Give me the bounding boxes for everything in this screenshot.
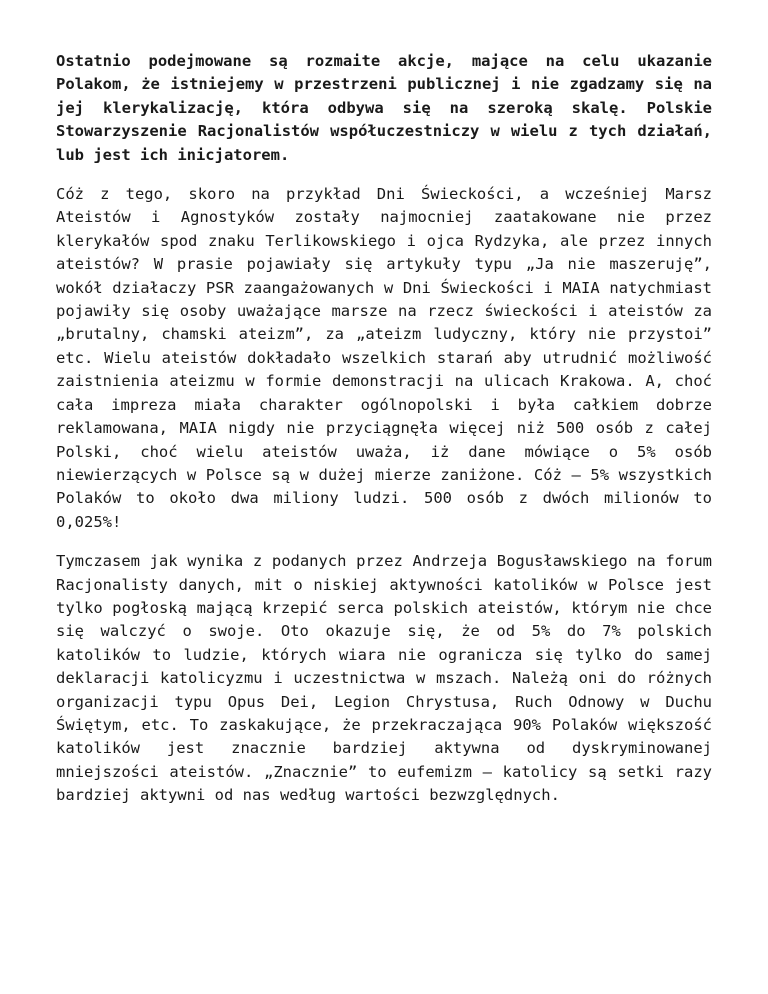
lead-paragraph: Ostatnio podejmowane są rozmaite akcje, mające na celu ukazanie Polakom, że istniejemy w przestrzeni publicznej i nie zgadzamy się na jej klerykalizację, która odbywa się na szeroką skalę. Polskie Stowarzyszenie Racjonalistów współuczestniczy w wielu z tych działań, lub jest ich inicjatorem. [56,52,712,164]
article-body [56,50,712,824]
body-paragraph-2: Tymczasem jak wynika z podanych przez Andrzeja Bogusławskiego na forum Racjonalisty danych, mit o niskiej aktywności katolików w Polsce jest tylko pogłoską mającą krzepić serca polskich ateistów, którym nie chce się walczyć o swoje. Oto okazuje się, że od 5% do 7% polskich katolików to ludzie, których wiara nie ogranicza się tylko do samej deklaracji katolicyzmu i uczestnictwa w mszach. Należą oni do różnych organizacji typu Opus Dei, Legion Chrystusa, Ruch Odnowy w Duchu Świętym, etc. To zaskakujące, że przekraczająca 90% Polaków większość katolików jest znacznie bardziej aktywna od dyskryminowanej mniejszości ateistów. „Znacznie” to eufemizm – katolicy są setki razy bardziej aktywni od nas według wartości bezwzględnych. [56,552,712,805]
body-paragraph-1: Cóż z tego, skoro na przykład Dni Świeckości, a wcześniej Marsz Ateistów i Agnostyków zostały najmocniej zaatakowane nie przez klerykałów spod znaku Terlikowskiego i ojca Rydzyka, ale przez innych ateistów? W prasie pojawiały się artykuły typu „Ja nie maszeruję”, wokół działaczy PSR zaangażowanych w Dni Świeckości i MAIA natychmiast pojawiły się osoby uważające marsze na rzecz świeckości i ateistów za „brutalny, chamski ateizm”, za „ateizm ludyczny, który nie przystoi” etc. Wielu ateistów dokładało wszelkich starań aby utrudnić możliwość zaistnienia ateizmu w formie demonstracji na ulicach Krakowa. A, choć cała impreza miała charakter ogólnopolski i była całkiem dobrze reklamowana, MAIA nigdy nie przyciągnęła więcej niż 500 osób z całej Polski, choć wielu ateistów uważa, iż dane mówiące o 5% osób niewierzących w Polsce są w dużej mierze zaniżone. Cóż – 5% wszystkich Polaków to około dwa miliony ludzi. 500 osób z dwóch milionów to 0,025%! [56,185,712,531]
